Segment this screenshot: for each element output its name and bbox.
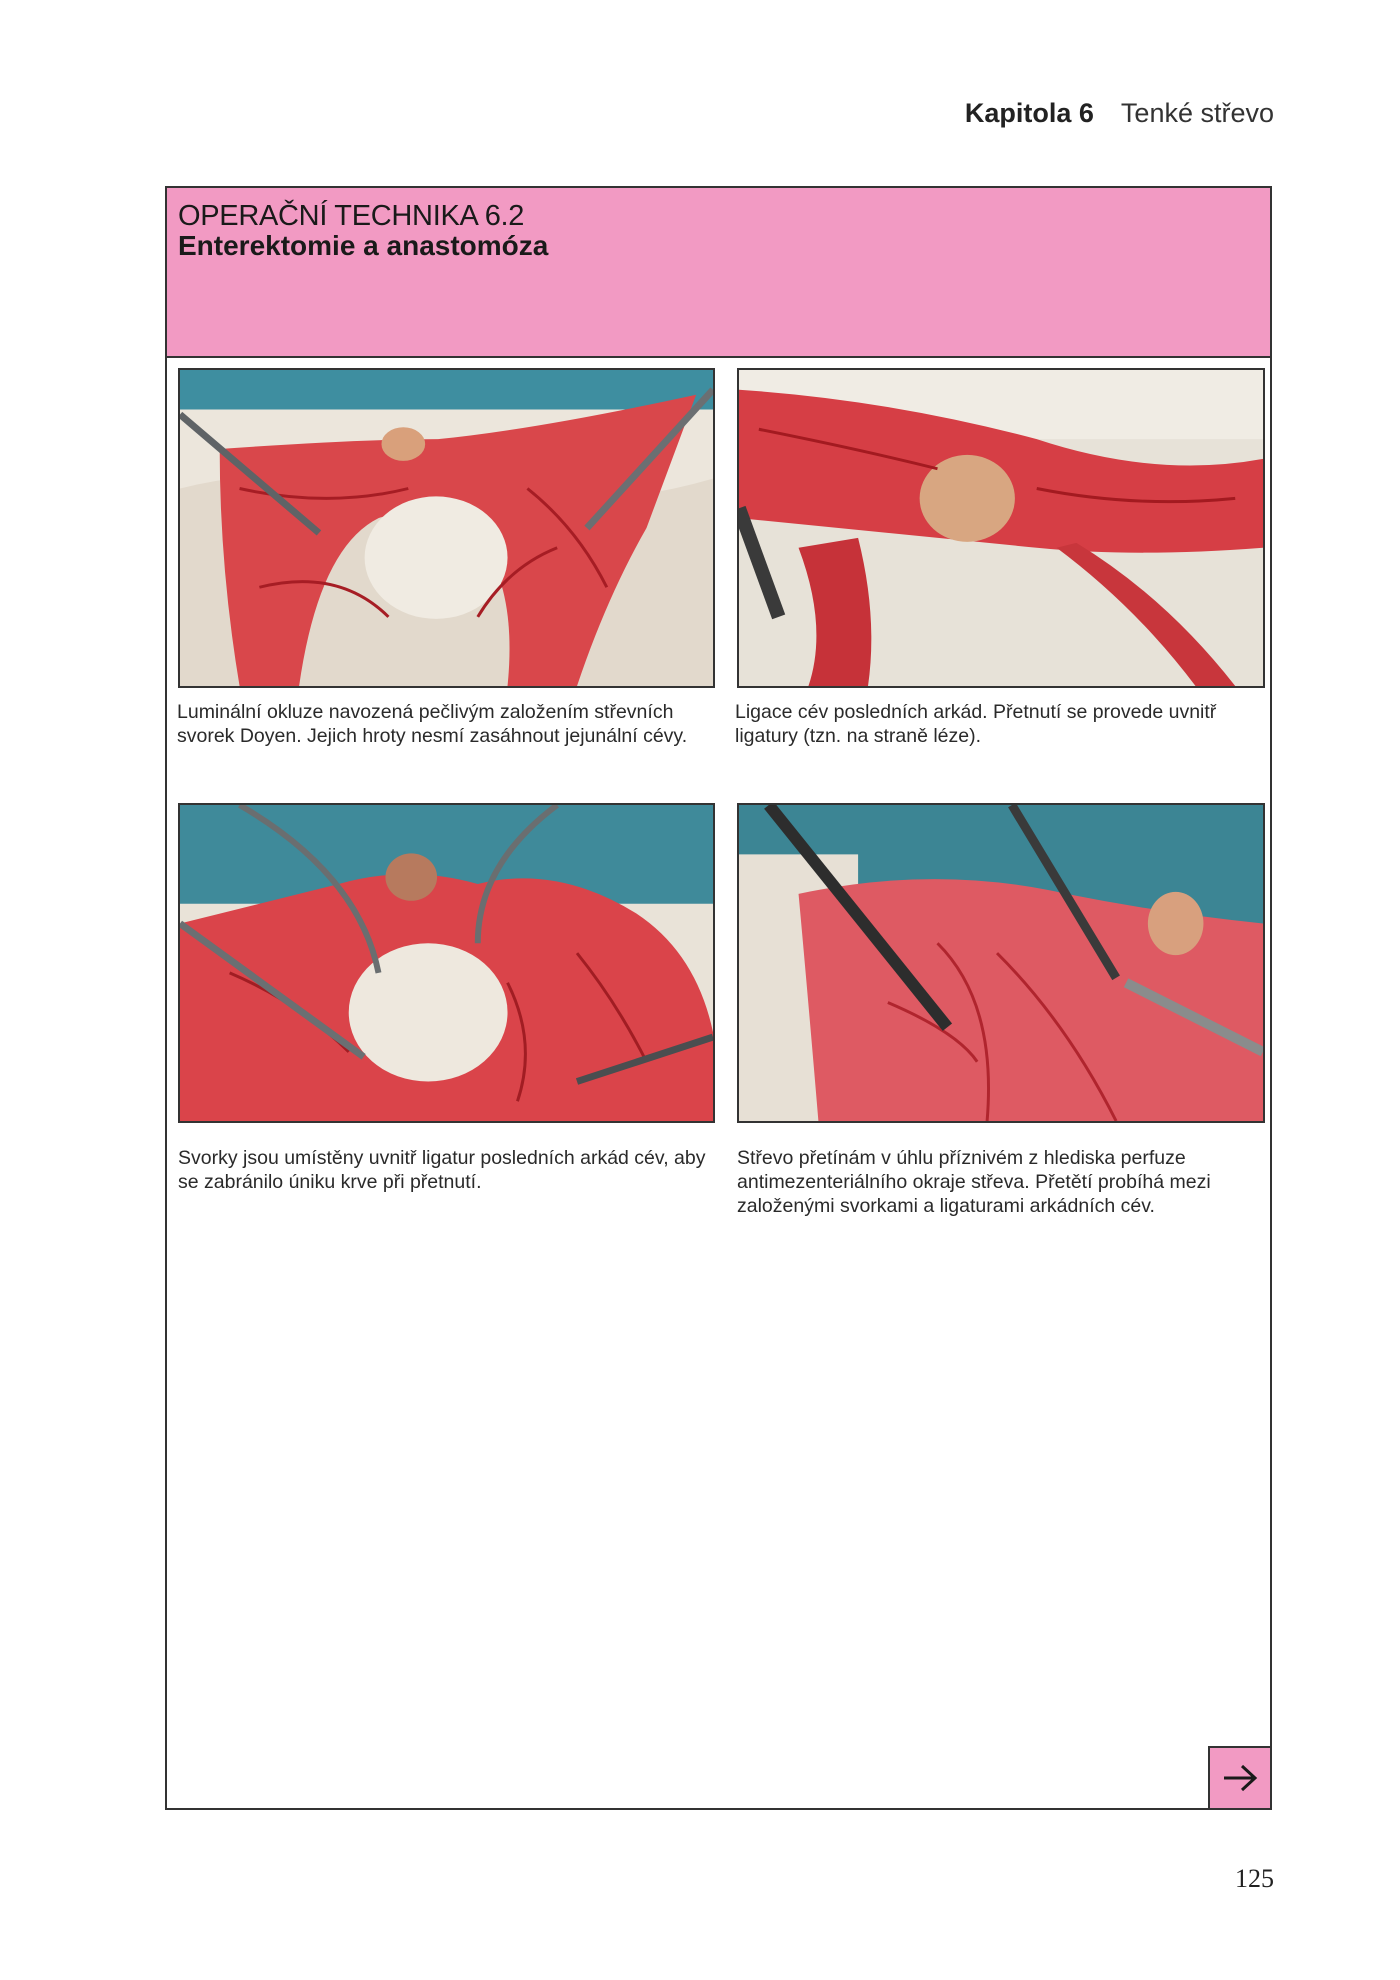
page-number: 125 xyxy=(1235,1864,1274,1893)
surgical-photo-4 xyxy=(737,803,1265,1123)
figure-caption-4: Střevo přetínám v úhlu příznivém z hlediska perfuze antimezenteriálního okraje střeva. Přetětí probíhá mezi založenými svorkami a ligaturami arkádních cév. xyxy=(737,1147,1211,1217)
surgical-photo-2 xyxy=(737,368,1265,688)
chapter-title: Tenké střevo xyxy=(1120,98,1274,128)
arrow-right-icon xyxy=(1220,1758,1260,1798)
next-page-button[interactable] xyxy=(1208,1746,1272,1810)
technique-box xyxy=(165,186,1272,1810)
figure-caption-3: Svorky jsou umístěny uvnitř ligatur posledních arkád cév, aby se zabránilo úniku krve při přetnutí. xyxy=(178,1147,706,1193)
surgical-photo-1 xyxy=(178,368,715,688)
figure-caption-1: Luminální okluze navozená pečlivým založením střevních svorek Doyen. Jejich hroty nesmí zasáhnout jejunální cévy. xyxy=(177,701,688,747)
technique-header xyxy=(167,188,1270,358)
figure-caption-2: Ligace cév posledních arkád. Přetnutí se provede uvnitř ligatury (tzn. na straně léze). xyxy=(735,701,1217,747)
technique-subtitle: Enterektomie a anastomóza xyxy=(178,230,549,261)
technique-title: OPERAČNÍ TECHNIKA 6.2 xyxy=(178,200,525,232)
running-head xyxy=(965,98,1274,129)
chapter-label: Kapitola 6 xyxy=(964,98,1094,128)
surgical-photo-3 xyxy=(178,803,715,1123)
